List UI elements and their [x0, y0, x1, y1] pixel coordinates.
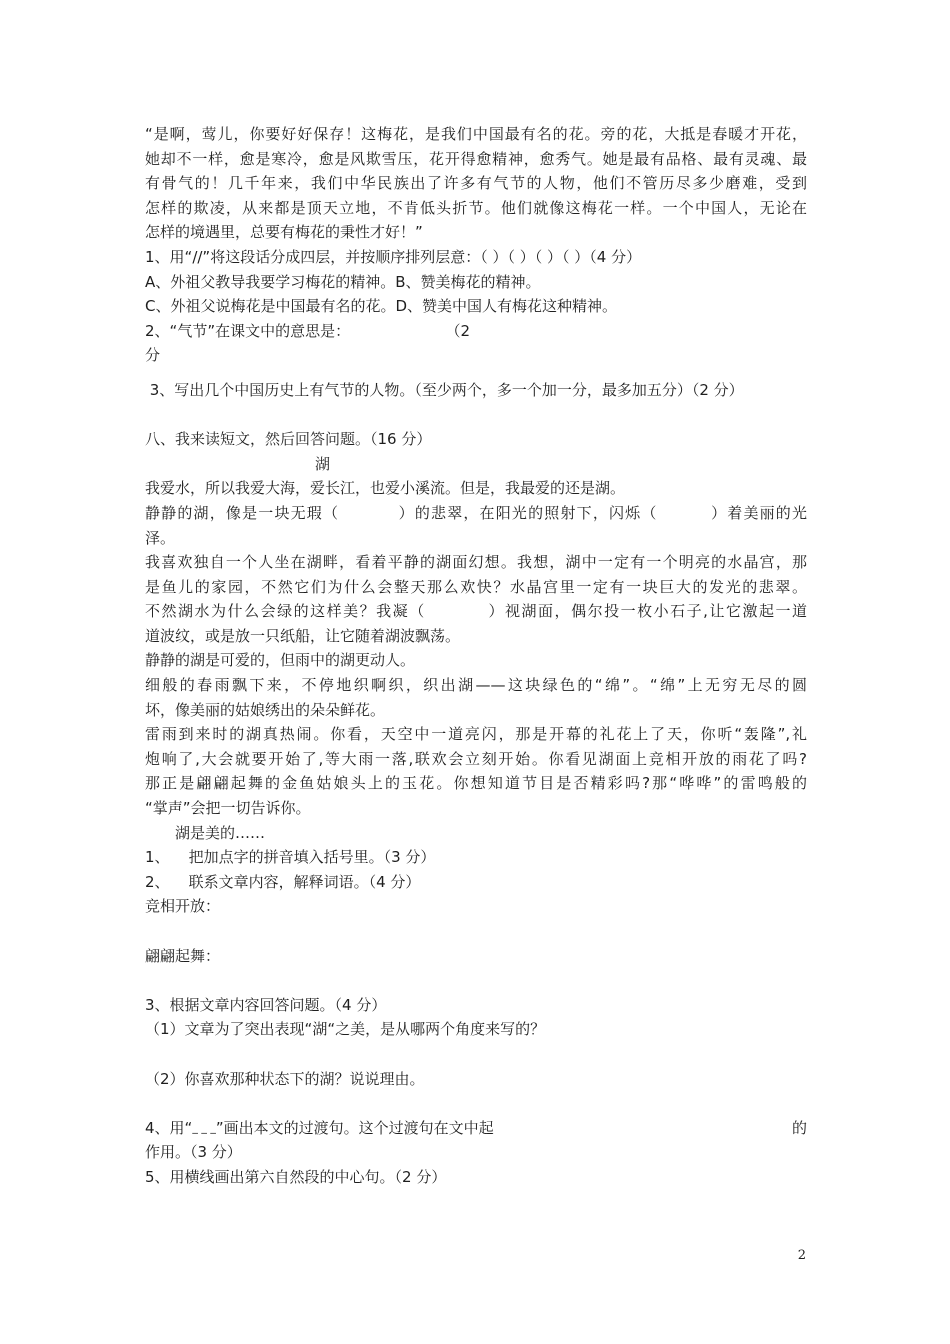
article-paragraph: 我爱水，所以我爱大海，爱长江，也爱小溪流。但是，我最爱的还是湖。: [145, 479, 626, 498]
question-block-1: [145, 245, 807, 403]
question-5: 5、用横线画出第六自然段的中心句。（2 分）: [145, 1167, 447, 1186]
article-paragraph: 道波纹，或是放一只纸船，让它随着湖波飘荡。: [145, 626, 461, 645]
passage-line: 怎样的欺凌，从来都是顶天立地，不肯低头折节。他们就像这梅花一样。一个中国人，无论在: [145, 198, 807, 217]
page-number: 2: [797, 1248, 806, 1263]
article-paragraph: 是鱼儿的家园，不然它们为什么会整天那么欢快？水晶宫里一定有一块巨大的发光的悲翠。: [145, 577, 807, 596]
article-paragraph: 泽。: [145, 528, 176, 547]
article-paragraph: 静静的湖，像是一块无瑕（ ）的悲翠，在阳光的照射下，闪烁（ ）着美丽的光: [145, 503, 807, 522]
question-3-1: （1）文章为了突出表现“湖“之美，是从哪两个角度来写的？: [145, 1020, 546, 1039]
article-paragraph: 雷雨到来时的湖真热闹。你看，天空中一道亮闪，那是开幕的礼花上了天，你听“轰隆”,礼: [145, 725, 807, 744]
transition-mark: _ _ _: [192, 1120, 216, 1134]
question-1: 1、用“//”将这段话分成四层，并按顺序排列层意：（ ）（ ）（ ）（ ）（4 分）: [145, 247, 642, 266]
question-3: 3、写出几个中国历史上有气节的人物。（至少两个，多一个加一分，最多加五分）（2 分）: [145, 380, 744, 399]
question-4: [145, 1116, 807, 1141]
passage-line: 怎样的境遇里，总要有梅花的秉性才好！”: [145, 223, 423, 242]
question-3: 3、根据文章内容回答问题。（4 分）: [145, 995, 387, 1014]
passage-line: “是啊，莺儿，你要好好保存！这梅花，是我们中国最有名的花。旁的花，大抵是春暖才开花，: [145, 125, 807, 143]
question-2: 2、“气节”在课文中的意思是： （2: [145, 321, 470, 340]
document-page: [145, 122, 807, 1190]
article-title: 湖: [315, 454, 331, 473]
passage-excerpt: [145, 122, 807, 245]
term-2: 翩翩起舞：: [145, 946, 221, 965]
article-paragraph: 那正是翩翩起舞的金鱼姑娘头上的玉花。你想知道节目是否精彩吗?那“哗哗”的雷鸣般的: [145, 774, 807, 793]
question-1: 1、 把加点字的拼音填入括号里。（3 分）: [145, 848, 436, 867]
question-4-tail: 作用。（3 分）: [145, 1143, 242, 1162]
question-4-start: 4、用“: [145, 1118, 193, 1137]
article-paragraph: 炮响了,大会就要开始了,等大雨一落,联欢会立刻开始。你看见湖面上竞相开放的雨花了吗?: [145, 749, 807, 768]
section-heading: 八、我来读短文，然后回答问题。（16 分）: [145, 430, 432, 449]
question-4-end: 的: [791, 1118, 807, 1137]
section-eight: [145, 427, 807, 845]
article-paragraph: 不然湖水为什么会绿的这样美？我凝（ ）视湖面，偶尔投一枚小石子,让它激起一道: [145, 602, 807, 621]
article-paragraph: 湖是美的……: [175, 823, 266, 842]
article-paragraph: “掌声”会把一切告诉你。: [145, 799, 311, 818]
question-2-tail: 分: [145, 346, 161, 365]
term-1: 竞相开放：: [145, 897, 221, 916]
article-paragraph: 细般的春雨飘下来，不停地织啊织，织出湖——这块绿色的“绵”。“绵”上无穷无尽的圆: [145, 676, 807, 695]
question-4-middle: ”画出本文的过渡句。这个过渡句在文中起: [215, 1118, 494, 1137]
question-3-2: （2）你喜欢那种状态下的湖？说说理由。: [145, 1069, 425, 1088]
article-paragraph: 我喜欢独自一个人坐在湖畔，看着平静的湖面幻想。我想，湖中一定有一个明亮的水晶宫，那: [145, 553, 807, 572]
question-block-2: [145, 845, 807, 1189]
article-paragraph: 坏，像美丽的姑娘绣出的朵朵鲜花。: [145, 700, 386, 719]
option-ab: A、外祖父教导我要学习梅花的精神。B、赞美梅花的精神。: [145, 272, 541, 291]
passage-line: 她却不一样，愈是寒冷，愈是风欺雪压，花开得愈精神，愈秀气。她是最有品格、最有灵魂、最: [145, 149, 807, 168]
question-2: 2、 联系文章内容，解释词语。（4 分）: [145, 872, 421, 891]
option-cd: C、外祖父说梅花是中国最有名的花。D、赞美中国人有梅花这种精神。: [145, 297, 618, 316]
article-paragraph: 静静的湖是可爱的，但雨中的湖更动人。: [145, 651, 416, 670]
passage-line: 有骨气的！几千年来，我们中华民族出了许多有气节的人物，他们不管历尽多少磨难，受到: [145, 174, 807, 193]
